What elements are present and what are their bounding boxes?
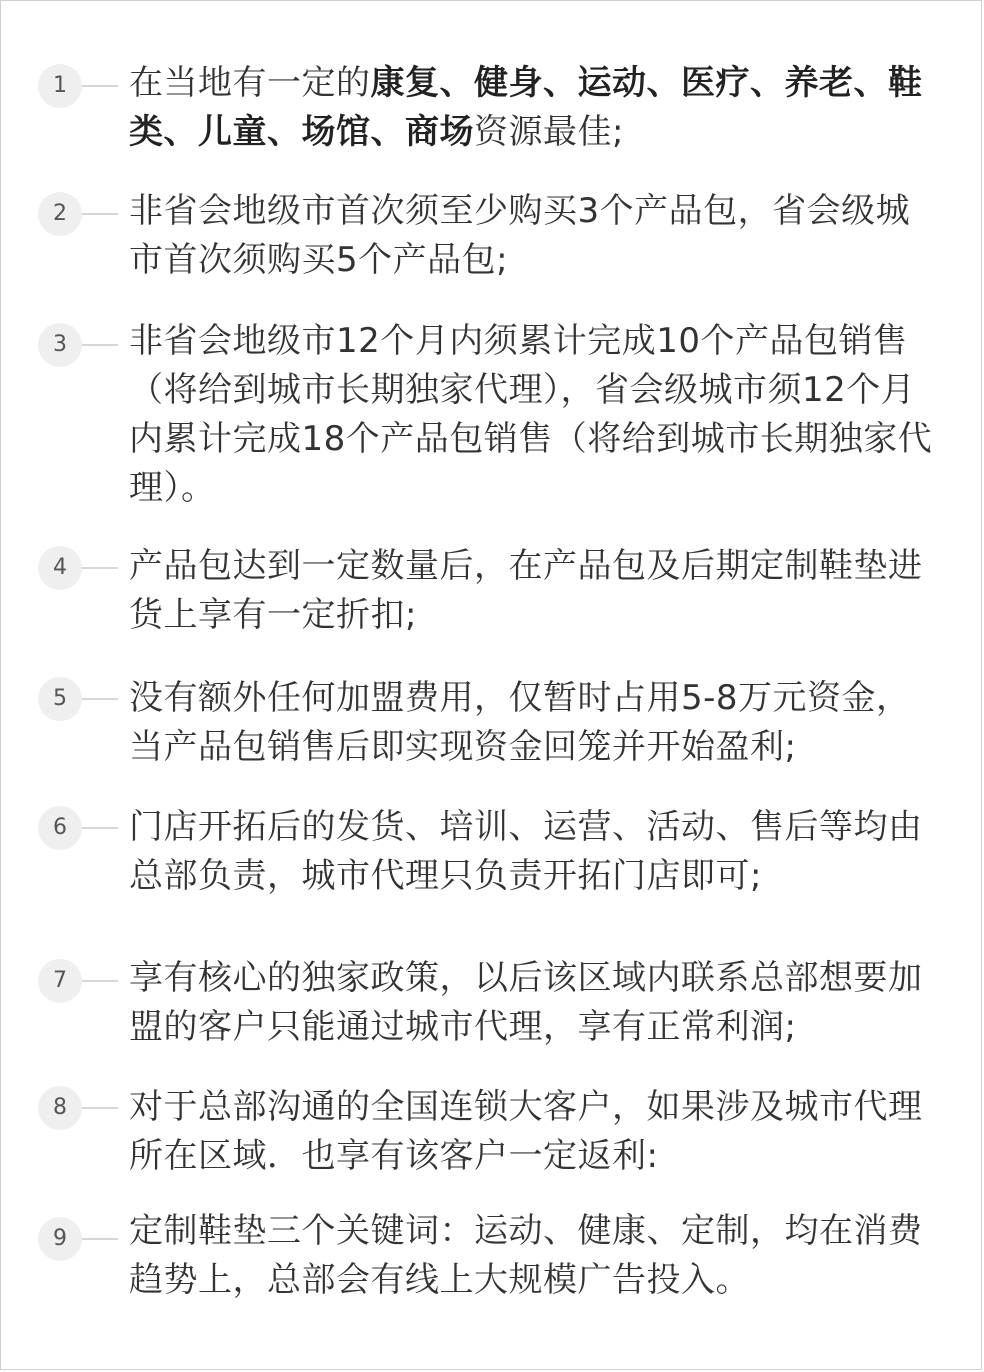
- item-connector-line: [82, 980, 118, 982]
- item-text: [129, 674, 937, 772]
- item-number-badge: 5: [38, 677, 82, 721]
- item-text: [129, 317, 937, 513]
- item-connector-line: [82, 827, 118, 829]
- item-text: [129, 1207, 937, 1305]
- item-text-segment: 对于总部沟通的全国连锁大客户，如果涉及城市代理所在区域．也享有该客户一定返利:: [129, 1087, 923, 1176]
- item-text-bold-segment: 康复、健身、运动、医疗、养老、鞋类、儿童、场馆、商场: [129, 63, 923, 152]
- item-connector-line: [82, 213, 118, 215]
- item-connector-line: [82, 1107, 118, 1109]
- item-number-badge: 8: [38, 1086, 82, 1130]
- item-connector-line: [82, 344, 118, 346]
- item-text-segment: 在当地有一定的: [129, 63, 371, 103]
- item-text: [129, 803, 937, 901]
- item-text: [129, 954, 937, 1052]
- item-number-badge: 6: [38, 806, 82, 850]
- item-text-segment: 享有核心的独家政策，以后该区域内联系总部想要加盟的客户只能通过城市代理，享有正常利润;: [129, 958, 923, 1047]
- item-connector-line: [82, 698, 118, 700]
- item-text: [129, 59, 937, 157]
- item-text: [129, 1083, 937, 1181]
- item-text-segment: 没有额外任何加盟费用，仅暂时占用5-8万元资金，当产品包销售后即实现资金回笼并开始盈利;: [129, 678, 911, 767]
- item-text: [129, 542, 937, 640]
- item-connector-line: [82, 567, 118, 569]
- item-number-badge: 9: [38, 1217, 82, 1261]
- item-text-segment: 非省会地级市首次须至少购买3个产品包，省会级城市首次须购买5个产品包;: [129, 191, 911, 280]
- item-connector-line: [82, 85, 118, 87]
- item-text-segment: 资源最佳;: [474, 112, 624, 152]
- item-text-segment: 门店开拓后的发货、培训、运营、活动、售后等均由总部负责，城市代理只负责开拓门店即可;: [129, 807, 923, 896]
- item-text-segment: 非省会地级市12个月内须累计完成10个产品包销售（将给到城市长期独家代理），省会级城市须12个月内累计完成18个产品包销售（将给到城市长期独家代理）。: [129, 321, 933, 508]
- item-text: [129, 187, 937, 285]
- item-number-badge: 2: [38, 192, 82, 236]
- item-text-segment: 产品包达到一定数量后，在产品包及后期定制鞋垫进货上享有一定折扣;: [129, 546, 923, 635]
- item-number-badge: 1: [38, 64, 82, 108]
- item-number-badge: 7: [38, 959, 82, 1003]
- item-number-badge: 3: [38, 323, 82, 367]
- item-connector-line: [82, 1238, 118, 1240]
- item-number-badge: 4: [38, 546, 82, 590]
- item-text-segment: 定制鞋垫三个关键词：运动、健康、定制，均在消费趋势上，总部会有线上大规模广告投入。: [129, 1211, 923, 1300]
